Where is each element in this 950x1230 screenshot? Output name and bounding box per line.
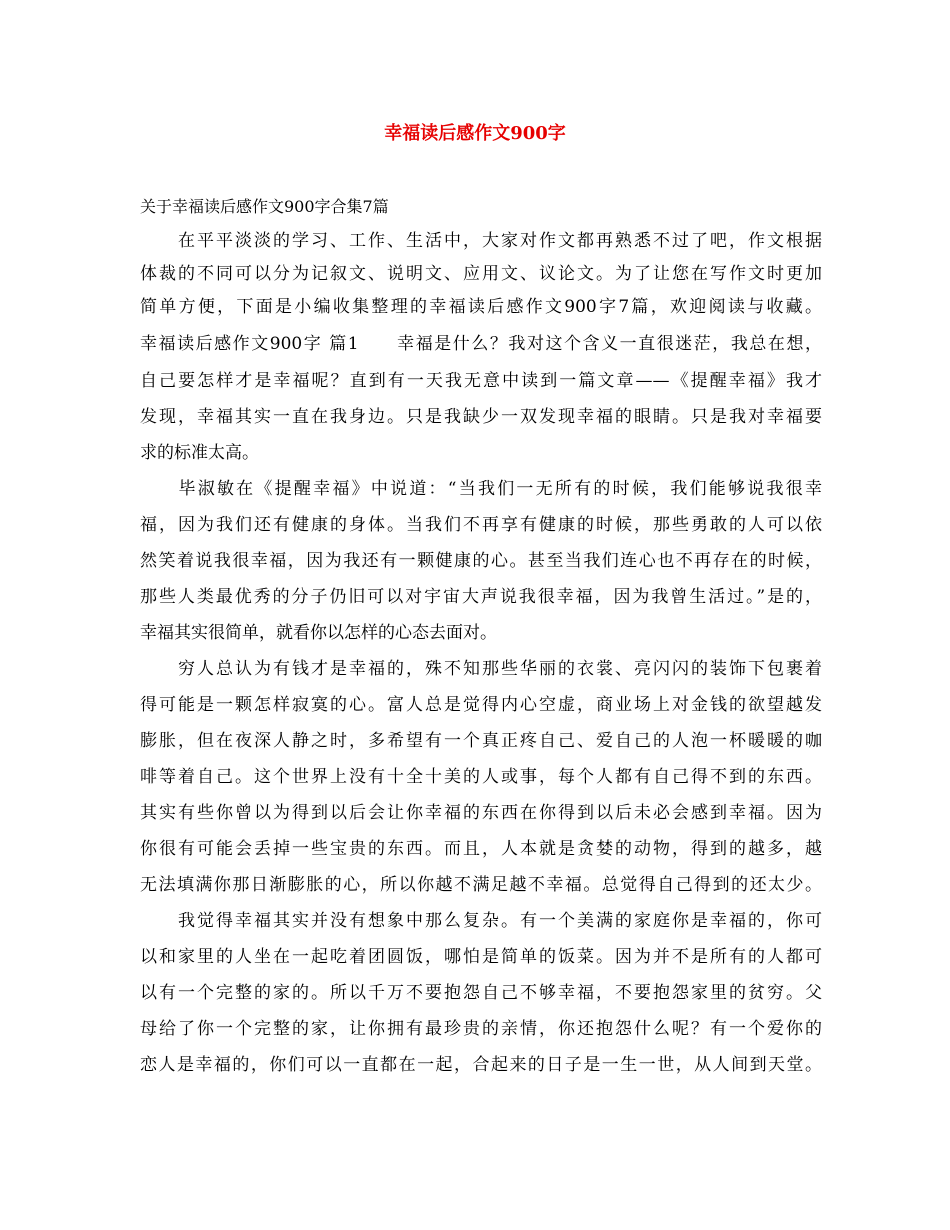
body-line: 我觉得幸福其实并没有想象中那么复杂。有一个美满的家庭你是幸福的，你可	[140, 911, 822, 931]
body-line: 福，因为我们还有健康的身体。当我们不再享有健康的时候，那些勇敢的人可以依	[140, 515, 822, 535]
body-line: 以有一个完整的家的。所以千万不要抱怨自己不够幸福，不要抱怨家里的贫穷。父	[140, 983, 822, 1003]
body-line: 求的标准太高。	[140, 443, 259, 463]
body-line: 以和家里的人坐在一起吃着团圆饭，哪怕是简单的饭菜。因为并不是所有的人都可	[140, 947, 822, 967]
body-line: 幸福其实很简单，就看你以怎样的心态去面对。	[140, 623, 497, 643]
document-subtitle: 关于幸福读后感作文900字合集7篇	[140, 197, 389, 216]
body-line: 母给了你一个完整的家，让你拥有最珍贵的亲情，你还抱怨什么呢？有一个爱你的	[140, 1019, 822, 1039]
body-line: 穷人总认为有钱才是幸福的，殊不知那些华丽的衣裳、亮闪闪的装饰下包裹着	[140, 659, 822, 679]
body-line: 毕淑敏在《提醒幸福》中说道：“当我们一无所有的时候，我们能够说我很幸	[140, 479, 822, 499]
body-line: 自己要怎样才是幸福呢？直到有一天我无意中读到一篇文章——《提醒幸福》我才	[140, 371, 822, 391]
body-line: 啡等着自己。这个世界上没有十全十美的人或事，每个人都有自己得不到的东西。	[140, 767, 822, 787]
document-title: 幸福读后感作文900字	[384, 123, 566, 144]
body-line: 其实有些你曾以为得到以后会让你幸福的东西在你得到以后未必会感到幸福。因为	[140, 803, 822, 823]
body-line: 膨胀，但在夜深人静之时，多希望有一个真正疼自己、爱自己的人泡一杯暖暖的咖	[140, 731, 822, 751]
body-line: 你很有可能会丢掉一些宝贵的东西。而且，人本就是贪婪的动物，得到的越多，越	[140, 839, 822, 859]
body-line: 发现，幸福其实一直在我身边。只是我缺少一双发现幸福的眼睛。只是我对幸福要	[140, 407, 822, 427]
body-line: 恋人是幸福的，你们可以一直都在一起，合起来的日子是一生一世，从人间到天堂。	[140, 1055, 822, 1075]
body-line: 体裁的不同可以分为记叙文、说明文、应用文、议论文。为了让您在写作文时更加	[140, 264, 822, 284]
body-line: 在平平淡淡的学习、工作、生活中，大家对作文都再熟悉不过了吧，作文根据	[140, 231, 822, 251]
body-line: 那些人类最优秀的分子仍旧可以对宇宙大声说我很幸福，因为我曾生活过。”是的，	[140, 587, 822, 607]
body-line: 无法填满你那日渐膨胀的心，所以你越不满足越不幸福。总觉得自己得到的还太少。	[140, 875, 822, 895]
body-line: 简单方便，下面是小编收集整理的幸福读后感作文900字7篇，欢迎阅读与收藏。	[140, 297, 822, 317]
body-line: 得可能是一颗怎样寂寞的心。富人总是觉得内心空虚，商业场上对金钱的欲望越发	[140, 695, 822, 715]
body-line: 幸福读后感作文900字 篇1 幸福是什么？我对这个含义一直很迷茫，我总在想，	[140, 334, 822, 354]
body-line: 然笑着说我很幸福，因为我还有一颗健康的心。甚至当我们连心也不再存在的时候，	[140, 551, 822, 571]
